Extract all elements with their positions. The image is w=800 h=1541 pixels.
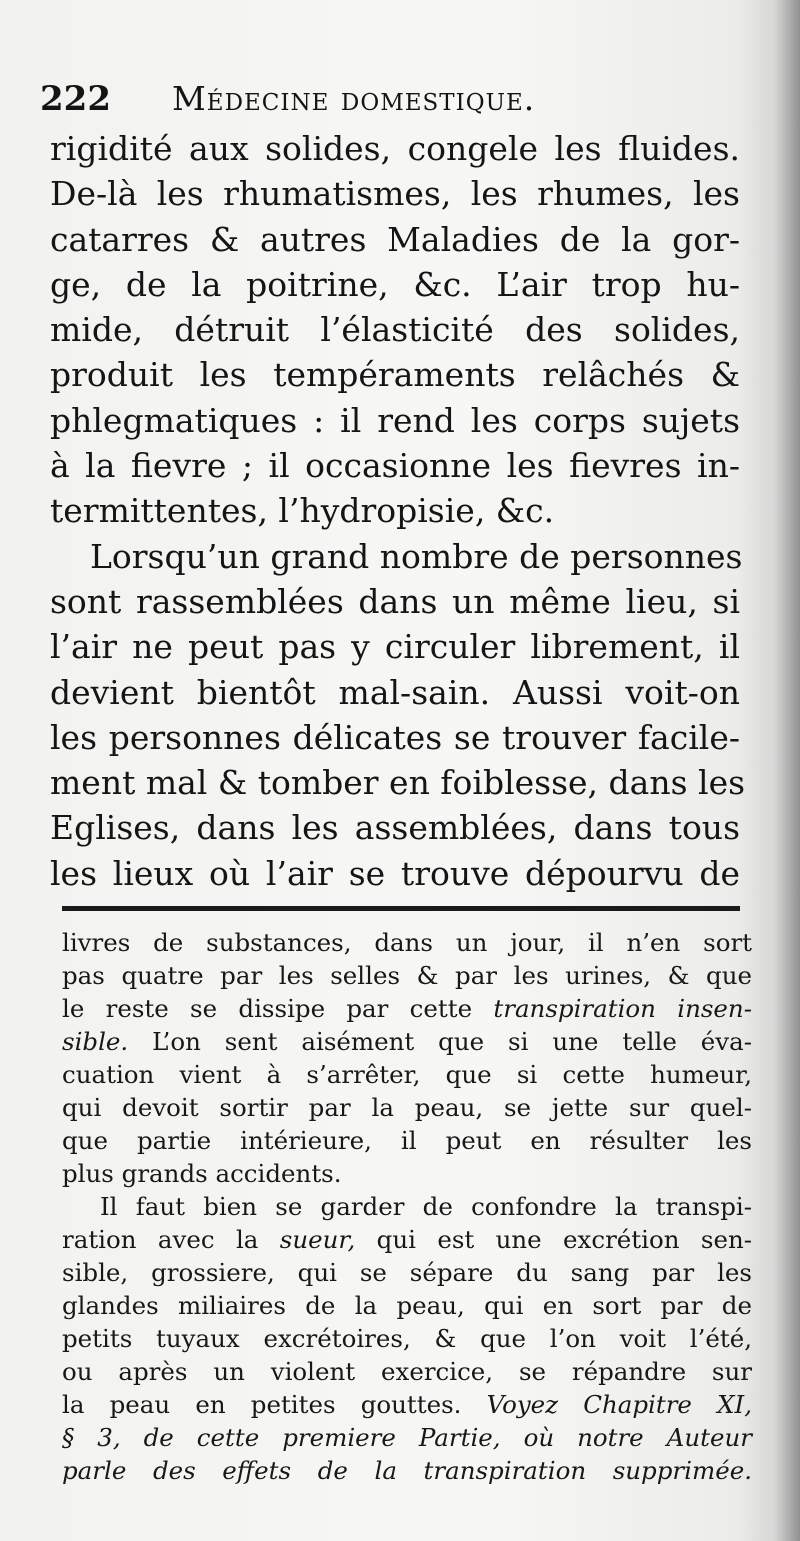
text-line: termittentes, l’hydropisie, &c.: [50, 491, 555, 531]
footnote-fragment: ration avec la: [62, 1225, 259, 1254]
footnote-line: plus grands accidents.: [62, 1159, 342, 1188]
text-line: ment mal & tomber en foiblesse, dans les: [50, 763, 746, 803]
footnote-line: glandes miliaires de la peau, qui en sort par de: [62, 1291, 752, 1320]
footnote-italic-term: sueur,: [279, 1225, 356, 1254]
text-line: à la fievre ; il occasionne les fievres in-: [50, 446, 740, 486]
text-line: ge, de la poitrine, &c. L’air trop hu-: [50, 264, 740, 304]
footnote-line: livres de substances, dans un jour, il n’en sort: [62, 928, 752, 957]
footnote-divider: [62, 906, 740, 911]
footnote-line: [62, 1223, 752, 1256]
footnote-italic-term: transpiration insen-: [493, 994, 752, 1023]
text-line: mide, détruit l’élasticité des solides,: [50, 310, 740, 350]
text-line: l’air ne peut pas y circuler librement, il: [50, 627, 740, 667]
text-line: les lieux où l’air se trouve dépourvu de: [50, 853, 740, 893]
footnote-italic-reference: § 3, de cette premiere Partie, où notre Auteur: [62, 1423, 752, 1452]
footnote-line: [62, 992, 752, 1025]
footnote-line: pas quatre par les selles & par les urines, & que: [62, 961, 752, 990]
main-text-block: [50, 126, 746, 896]
text-line: sont rassemblées dans un même lieu, si: [50, 581, 740, 621]
footnote-fragment: qui est une excrétion sen-: [376, 1225, 753, 1254]
footnote-line: [62, 1454, 752, 1487]
text-line: phlegmatiques : il rend les corps sujets: [50, 400, 740, 440]
footnote-paragraph-start: Il faut bien se garder de confondre la transpi-: [100, 1192, 752, 1221]
footnote-line: [62, 1421, 752, 1454]
footnote-italic-term: sible.: [62, 1027, 129, 1056]
footnote-fragment: L’on sent aisément que si une telle éva-: [152, 1027, 752, 1056]
footnote-line: petits tuyaux excrétoires, & que l’on voit l’été,: [62, 1324, 752, 1353]
footnote-fragment: le reste se dissipe par cette: [62, 994, 473, 1023]
footnote-line: [62, 1025, 752, 1058]
footnote-line: qui devoit sortir par la peau, se jette sur quel-: [62, 1093, 752, 1122]
page-gutter-shadow: [774, 0, 800, 1541]
text-line: devient bientôt mal-sain. Aussi voit-on: [50, 672, 740, 712]
page-header: [40, 75, 760, 125]
text-line: catarres & autres Maladies de la gor-: [50, 219, 740, 259]
page-number: 222: [40, 79, 111, 119]
footnote-line: [62, 1388, 752, 1421]
footnote-line: ou après un violent exercice, se répandre sur: [62, 1357, 752, 1386]
footnote-fragment: la peau en petites gouttes.: [62, 1390, 462, 1419]
footnote-block: [62, 926, 752, 1487]
text-line: les personnes délicates se trouver facile-: [50, 717, 740, 757]
footnote-line: cuation vient à s’arrêter, que si cette humeur,: [62, 1060, 752, 1089]
footnote-line: que partie intérieure, il peut en résulter les: [62, 1126, 752, 1155]
text-line: rigidité aux solides, congele les fluides.: [50, 129, 740, 168]
footnote-italic-reference: parle des effets de la transpiration supprimée.: [62, 1456, 752, 1485]
text-line: Eglises, dans les assemblées, dans tous: [50, 808, 740, 848]
running-title: Médecine domestique.: [172, 79, 536, 118]
footnote-line: sible, grossiere, qui se sépare du sang par les: [62, 1258, 752, 1287]
paragraph-start-line: Lorsqu’un grand nombre de personnes: [90, 536, 743, 576]
text-line: produit les tempéraments relâchés &: [50, 355, 740, 395]
footnote-italic-reference: Voyez Chapitre XI,: [486, 1390, 752, 1419]
text-line: De-là les rhumatismes, les rhumes, les: [50, 174, 740, 214]
